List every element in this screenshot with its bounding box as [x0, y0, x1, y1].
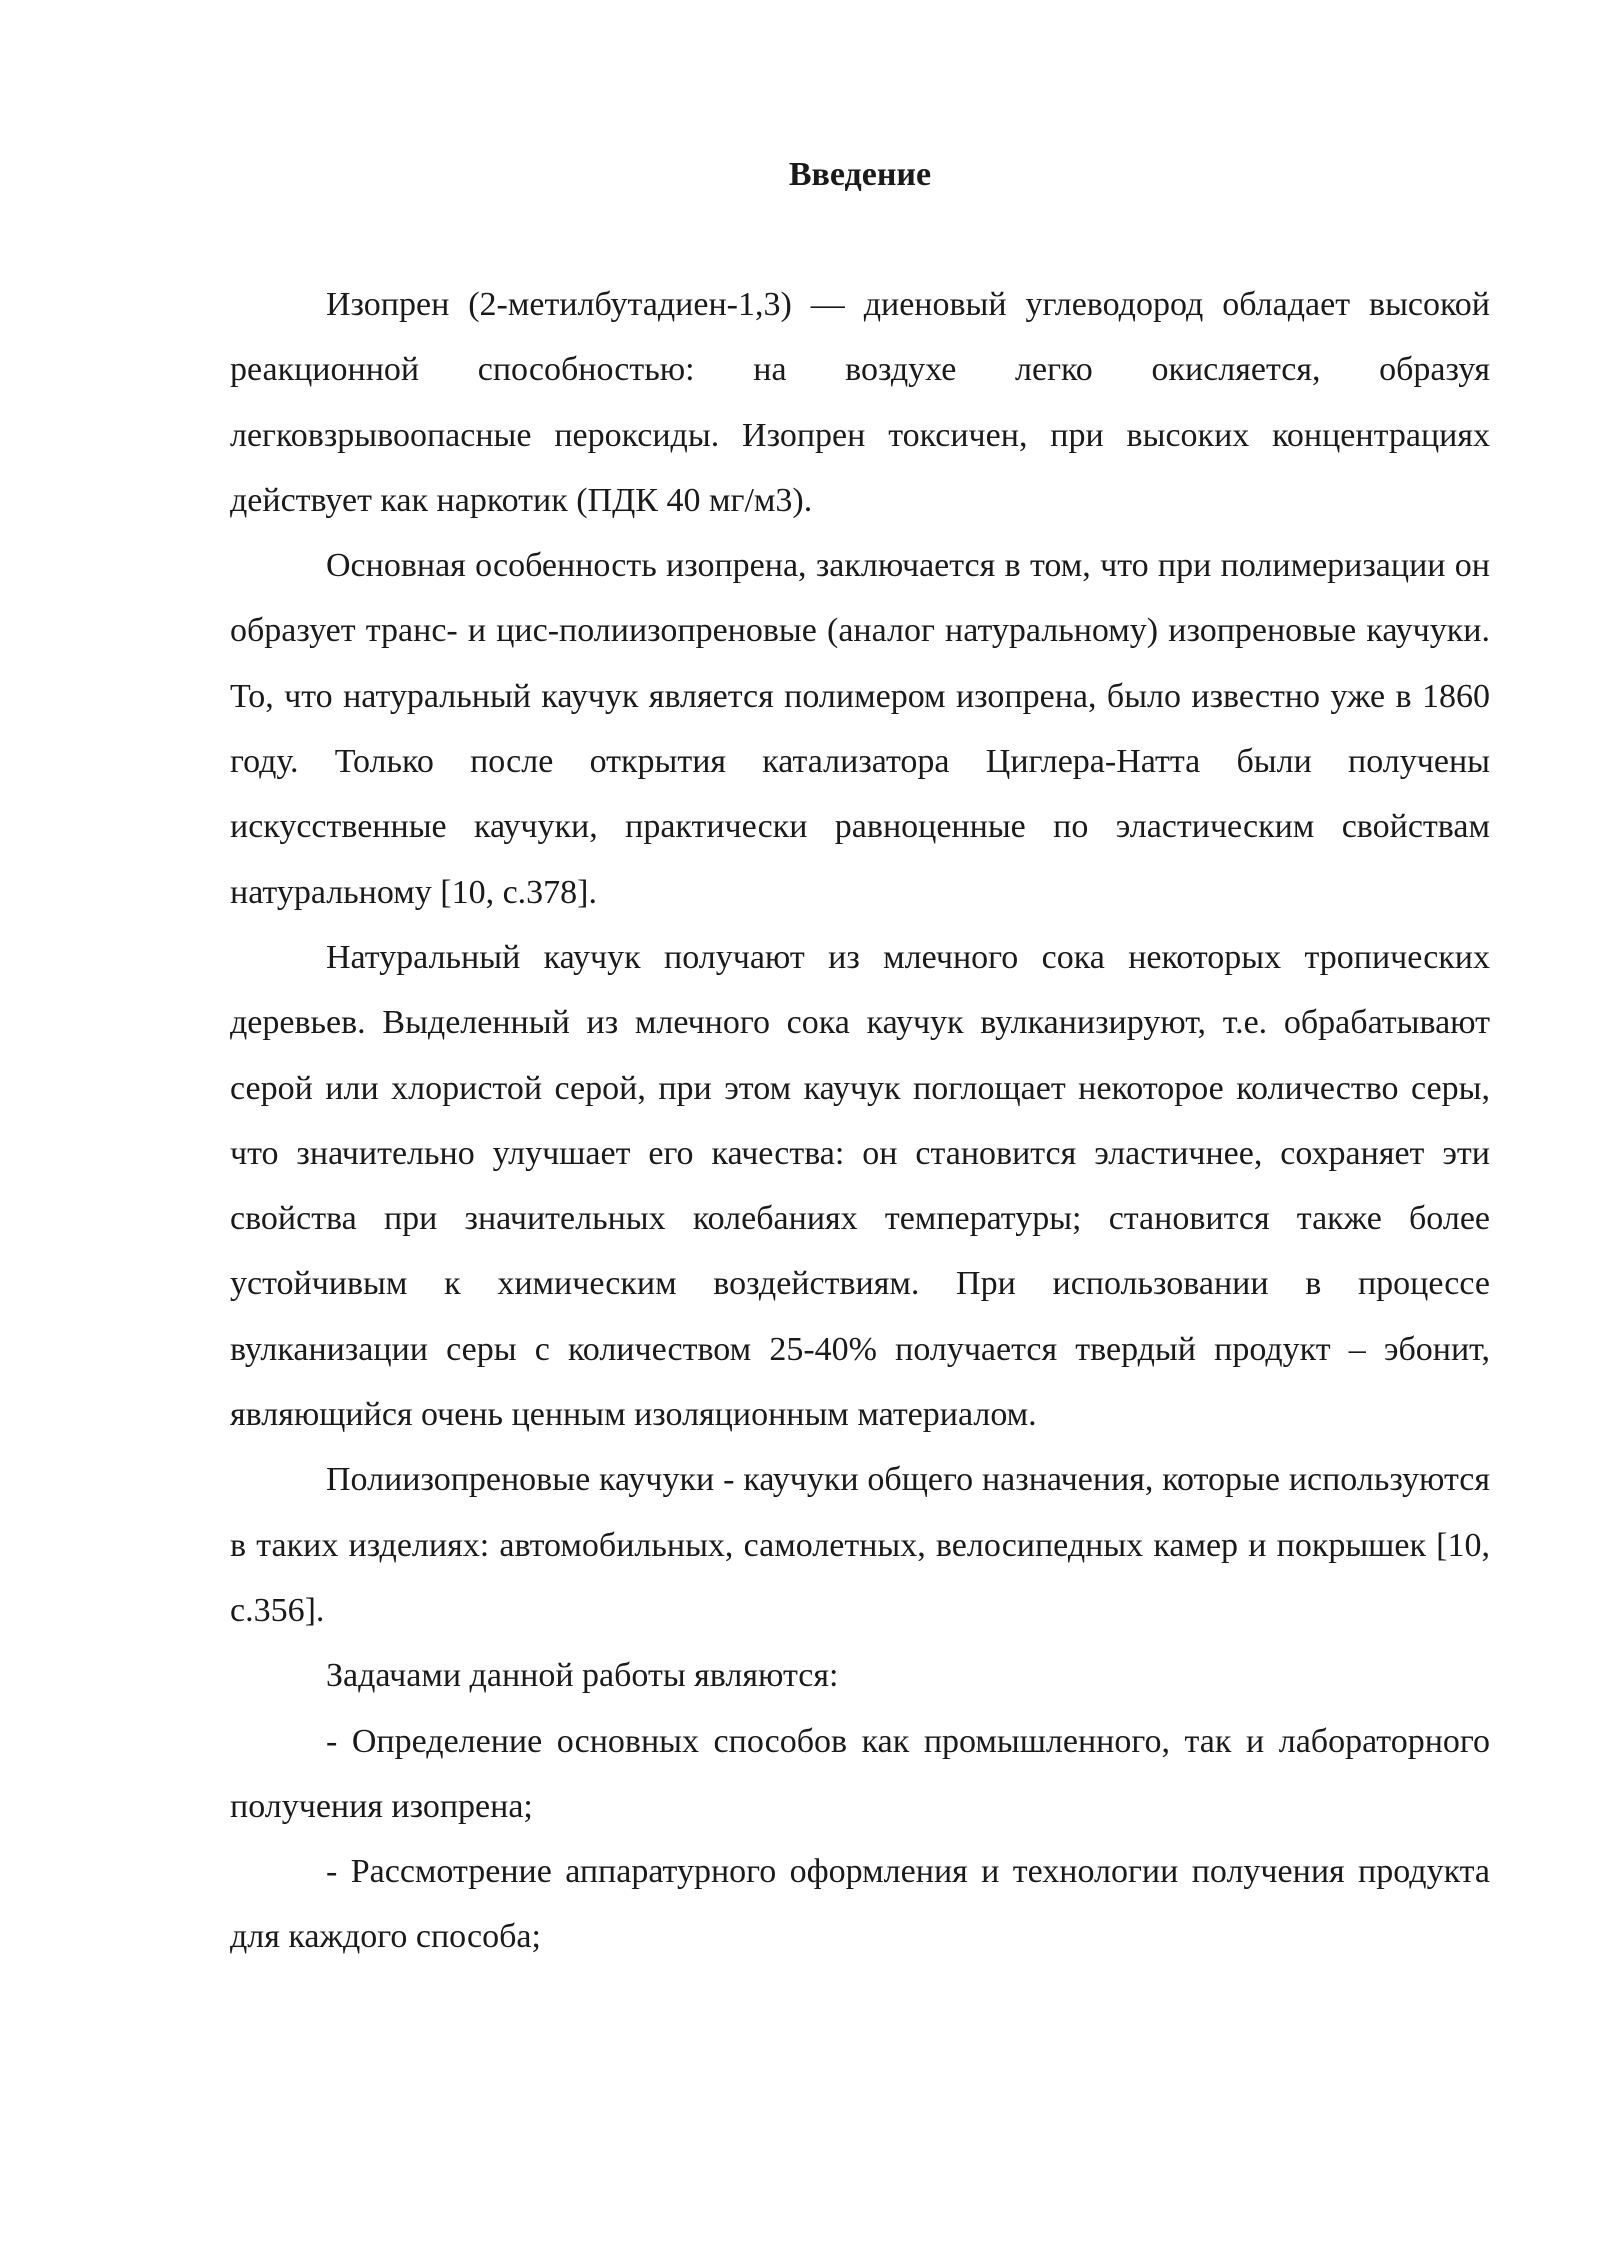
paragraph-tasks-intro: Задачами данной работы являются:	[326, 1657, 839, 1695]
section-title: Введение	[788, 156, 932, 193]
paragraph-polyisoprene-uses: Полиизопреновые каучуки - каучуки общего назначения, которые используются в таких изделиях: автомобильных, самолетных, велосипедных камер и покрышек [10, с.356].	[230, 1461, 1490, 1629]
paragraph-polymerization: Основная особенность изопрена, заключается в том, что при полимеризации он образует транс- и цис-полиизопреновые (аналог натуральному) изопреновые каучуки. То, что натуральный каучук является полимером изопрена, было известно уже в 1860 году. Только после открытия катализатора Циглера-Натта были получены искусственные каучуки, практически равноценные по эластическим свойствам натуральному [10, с.378].	[230, 547, 1490, 911]
paragraph-isoprene-properties: Изопрен (2-метилбутадиен-1,3) — диеновый углеводород обладает высокой реакционной способностью: на воздухе легко окисляется, образуя легковзрывоопасные пероксиды. Изопрен токсичен, при высоких концентрациях действует как наркотик (ПДК 40 мг/м3).	[230, 286, 1490, 519]
document-page	[230, 150, 1490, 1970]
list-item-task-1: - Определение основных способов как промышленного, так и лабораторного получения изопрена;	[230, 1722, 1490, 1825]
list-item-task-2: - Рассмотрение аппаратурного оформления и технологии получения продукта для каждого способа;	[230, 1853, 1490, 1956]
paragraph-natural-rubber: Натуральный каучук получают из млечного сока некоторых тропических деревьев. Выделенный из млечного сока каучук вулканизируют, т.е. обрабатывают серой или хлористой серой, при этом каучук поглощает некоторое количество серы, что значительно улучшает его качества: он становится эластичнее, сохраняет эти свойства при значительных колебаниях температуры; становится также более устойчивым к химическим воздействиям. При использовании в процессе вулканизации серы с количеством 25-40% получается твердый продукт – эбонит, являющийся очень ценным изоляционным материалом.	[230, 938, 1490, 1434]
